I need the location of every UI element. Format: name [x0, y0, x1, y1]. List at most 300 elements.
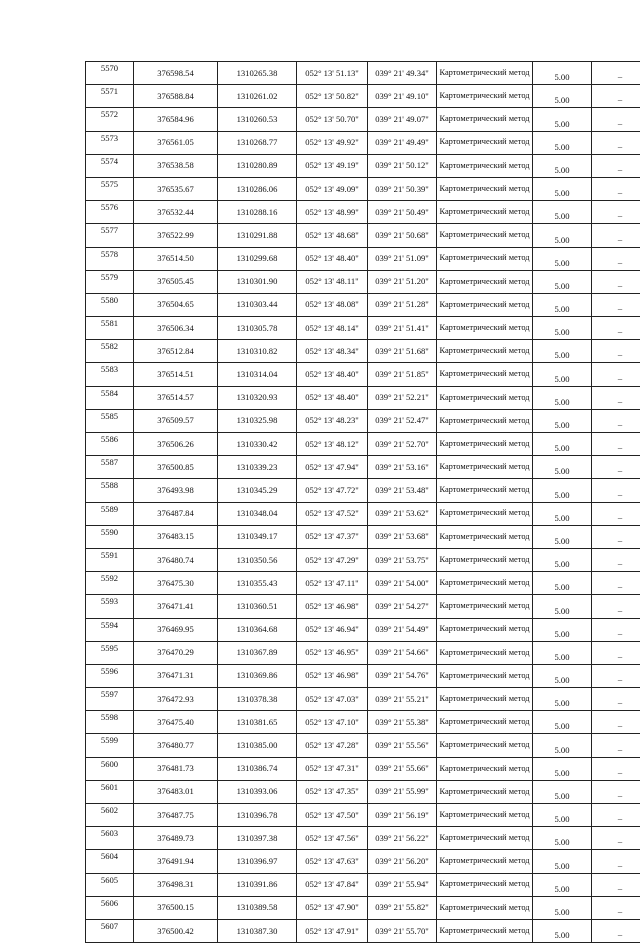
- table-row: [86, 224, 640, 247]
- note-cell: –: [592, 572, 640, 595]
- longitude-cell: 039° 21' 56.22": [368, 827, 437, 850]
- method-cell: Картометрический метод: [437, 850, 533, 873]
- latitude-cell: 052° 13' 47.37": [297, 525, 368, 548]
- table-row: [86, 664, 640, 687]
- longitude-cell: 039° 21' 54.27": [368, 595, 437, 618]
- longitude-cell: 039° 21' 55.38": [368, 711, 437, 734]
- coordinates-table: [85, 61, 640, 943]
- latitude-cell: 052° 13' 46.98": [297, 664, 368, 687]
- point-number-cell: 5588: [86, 479, 134, 502]
- method-cell: Картометрический метод: [437, 317, 533, 340]
- longitude-cell: 039° 21' 52.21": [368, 386, 437, 409]
- longitude-cell: 039° 21' 50.68": [368, 224, 437, 247]
- method-cell: Картометрический метод: [437, 154, 533, 177]
- method-cell: Картометрический метод: [437, 386, 533, 409]
- point-number-cell: 5580: [86, 293, 134, 316]
- table-row: [86, 154, 640, 177]
- coord-y-cell: 1310386.74: [218, 757, 297, 780]
- accuracy-cell: 5.00: [533, 201, 592, 224]
- coord-x-cell: 376498.31: [134, 873, 218, 896]
- longitude-cell: 039° 21' 51.09": [368, 247, 437, 270]
- coord-y-cell: 1310387.30: [218, 919, 297, 942]
- accuracy-cell: 5.00: [533, 85, 592, 108]
- note-cell: –: [592, 525, 640, 548]
- coord-y-cell: 1310396.78: [218, 804, 297, 827]
- note-cell: –: [592, 317, 640, 340]
- coord-x-cell: 376480.77: [134, 734, 218, 757]
- point-number-cell: 5577: [86, 224, 134, 247]
- point-number-cell: 5601: [86, 780, 134, 803]
- coord-x-cell: 376532.44: [134, 201, 218, 224]
- coord-x-cell: 376504.65: [134, 293, 218, 316]
- method-cell: Картометрический метод: [437, 177, 533, 200]
- latitude-cell: 052° 13' 47.84": [297, 873, 368, 896]
- method-cell: Картометрический метод: [437, 919, 533, 942]
- coord-y-cell: 1310367.89: [218, 641, 297, 664]
- note-cell: –: [592, 363, 640, 386]
- method-cell: Картометрический метод: [437, 595, 533, 618]
- method-cell: Картометрический метод: [437, 525, 533, 548]
- coord-x-cell: 376505.45: [134, 270, 218, 293]
- coord-y-cell: 1310396.97: [218, 850, 297, 873]
- table-row: [86, 456, 640, 479]
- method-cell: Картометрический метод: [437, 293, 533, 316]
- table-row: [86, 247, 640, 270]
- table-row: [86, 108, 640, 131]
- note-cell: –: [592, 293, 640, 316]
- coord-y-cell: 1310393.06: [218, 780, 297, 803]
- point-number-cell: 5573: [86, 131, 134, 154]
- note-cell: –: [592, 201, 640, 224]
- table-row: [86, 618, 640, 641]
- coord-x-cell: 376522.99: [134, 224, 218, 247]
- point-number-cell: 5590: [86, 525, 134, 548]
- latitude-cell: 052° 13' 46.95": [297, 641, 368, 664]
- point-number-cell: 5597: [86, 688, 134, 711]
- table-row: [86, 433, 640, 456]
- coord-y-cell: 1310364.68: [218, 618, 297, 641]
- latitude-cell: 052° 13' 47.11": [297, 572, 368, 595]
- coord-x-cell: 376475.40: [134, 711, 218, 734]
- accuracy-cell: 5.00: [533, 433, 592, 456]
- accuracy-cell: 5.00: [533, 641, 592, 664]
- point-number-cell: 5574: [86, 154, 134, 177]
- latitude-cell: 052° 13' 48.23": [297, 409, 368, 432]
- longitude-cell: 039° 21' 55.70": [368, 919, 437, 942]
- longitude-cell: 039° 21' 55.66": [368, 757, 437, 780]
- note-cell: –: [592, 919, 640, 942]
- point-number-cell: 5582: [86, 340, 134, 363]
- note-cell: –: [592, 896, 640, 919]
- latitude-cell: 052° 13' 47.63": [297, 850, 368, 873]
- coord-y-cell: 1310360.51: [218, 595, 297, 618]
- latitude-cell: 052° 13' 47.28": [297, 734, 368, 757]
- point-number-cell: 5591: [86, 548, 134, 571]
- table-row: [86, 572, 640, 595]
- note-cell: –: [592, 664, 640, 687]
- accuracy-cell: 5.00: [533, 108, 592, 131]
- note-cell: –: [592, 456, 640, 479]
- coord-y-cell: 1310397.38: [218, 827, 297, 850]
- longitude-cell: 039° 21' 53.48": [368, 479, 437, 502]
- method-cell: Картометрический метод: [437, 247, 533, 270]
- method-cell: Картометрический метод: [437, 896, 533, 919]
- coord-y-cell: 1310325.98: [218, 409, 297, 432]
- coord-y-cell: 1310391.86: [218, 873, 297, 896]
- note-cell: –: [592, 827, 640, 850]
- coord-x-cell: 376506.26: [134, 433, 218, 456]
- point-number-cell: 5581: [86, 317, 134, 340]
- accuracy-cell: 5.00: [533, 317, 592, 340]
- table-row: [86, 201, 640, 224]
- accuracy-cell: 5.00: [533, 456, 592, 479]
- point-number-cell: 5596: [86, 664, 134, 687]
- accuracy-cell: 5.00: [533, 386, 592, 409]
- coord-x-cell: 376469.95: [134, 618, 218, 641]
- table-row: [86, 293, 640, 316]
- coord-x-cell: 376472.93: [134, 688, 218, 711]
- point-number-cell: 5583: [86, 363, 134, 386]
- point-number-cell: 5600: [86, 757, 134, 780]
- method-cell: Картометрический метод: [437, 548, 533, 571]
- table-row: [86, 757, 640, 780]
- accuracy-cell: 5.00: [533, 525, 592, 548]
- note-cell: –: [592, 224, 640, 247]
- longitude-cell: 039° 21' 55.56": [368, 734, 437, 757]
- latitude-cell: 052° 13' 49.09": [297, 177, 368, 200]
- note-cell: –: [592, 804, 640, 827]
- coord-x-cell: 376470.29: [134, 641, 218, 664]
- latitude-cell: 052° 13' 47.35": [297, 780, 368, 803]
- latitude-cell: 052° 13' 47.31": [297, 757, 368, 780]
- coord-x-cell: 376487.84: [134, 502, 218, 525]
- latitude-cell: 052° 13' 48.99": [297, 201, 368, 224]
- method-cell: Картометрический метод: [437, 827, 533, 850]
- point-number-cell: 5586: [86, 433, 134, 456]
- latitude-cell: 052° 13' 47.29": [297, 548, 368, 571]
- latitude-cell: 052° 13' 48.68": [297, 224, 368, 247]
- coord-y-cell: 1310355.43: [218, 572, 297, 595]
- coord-y-cell: 1310350.56: [218, 548, 297, 571]
- note-cell: –: [592, 618, 640, 641]
- accuracy-cell: 5.00: [533, 572, 592, 595]
- longitude-cell: 039° 21' 53.68": [368, 525, 437, 548]
- latitude-cell: 052° 13' 48.14": [297, 317, 368, 340]
- latitude-cell: 052° 13' 48.40": [297, 386, 368, 409]
- latitude-cell: 052° 13' 49.92": [297, 131, 368, 154]
- longitude-cell: 039° 21' 50.49": [368, 201, 437, 224]
- accuracy-cell: 5.00: [533, 688, 592, 711]
- longitude-cell: 039° 21' 49.49": [368, 131, 437, 154]
- method-cell: Картометрический метод: [437, 62, 533, 85]
- accuracy-cell: 5.00: [533, 131, 592, 154]
- table-row: [86, 502, 640, 525]
- coord-x-cell: 376514.50: [134, 247, 218, 270]
- latitude-cell: 052° 13' 48.08": [297, 293, 368, 316]
- accuracy-cell: 5.00: [533, 502, 592, 525]
- point-number-cell: 5599: [86, 734, 134, 757]
- table-row: [86, 919, 640, 942]
- accuracy-cell: 5.00: [533, 664, 592, 687]
- coord-x-cell: 376500.15: [134, 896, 218, 919]
- coord-x-cell: 376500.42: [134, 919, 218, 942]
- method-cell: Картометрический метод: [437, 108, 533, 131]
- table-row: [86, 850, 640, 873]
- latitude-cell: 052° 13' 50.82": [297, 85, 368, 108]
- method-cell: Картометрический метод: [437, 734, 533, 757]
- longitude-cell: 039° 21' 55.94": [368, 873, 437, 896]
- point-number-cell: 5607: [86, 919, 134, 942]
- coord-x-cell: 376487.75: [134, 804, 218, 827]
- point-number-cell: 5595: [86, 641, 134, 664]
- point-number-cell: 5598: [86, 711, 134, 734]
- table-row: [86, 177, 640, 200]
- accuracy-cell: 5.00: [533, 154, 592, 177]
- point-number-cell: 5576: [86, 201, 134, 224]
- latitude-cell: 052° 13' 47.90": [297, 896, 368, 919]
- longitude-cell: 039° 21' 55.82": [368, 896, 437, 919]
- method-cell: Картометрический метод: [437, 502, 533, 525]
- coord-y-cell: 1310310.82: [218, 340, 297, 363]
- note-cell: –: [592, 270, 640, 293]
- coord-x-cell: 376509.57: [134, 409, 218, 432]
- coord-x-cell: 376480.74: [134, 548, 218, 571]
- coord-y-cell: 1310280.89: [218, 154, 297, 177]
- accuracy-cell: 5.00: [533, 618, 592, 641]
- coord-x-cell: 376514.57: [134, 386, 218, 409]
- note-cell: –: [592, 780, 640, 803]
- latitude-cell: 052° 13' 49.19": [297, 154, 368, 177]
- longitude-cell: 039° 21' 54.76": [368, 664, 437, 687]
- method-cell: Картометрический метод: [437, 780, 533, 803]
- method-cell: Картометрический метод: [437, 688, 533, 711]
- coord-y-cell: 1310299.68: [218, 247, 297, 270]
- method-cell: Картометрический метод: [437, 409, 533, 432]
- latitude-cell: 052° 13' 47.50": [297, 804, 368, 827]
- coord-x-cell: 376561.05: [134, 131, 218, 154]
- coord-x-cell: 376481.73: [134, 757, 218, 780]
- method-cell: Картометрический метод: [437, 456, 533, 479]
- coord-y-cell: 1310348.04: [218, 502, 297, 525]
- coord-y-cell: 1310268.77: [218, 131, 297, 154]
- longitude-cell: 039° 21' 49.34": [368, 62, 437, 85]
- table-row: [86, 734, 640, 757]
- longitude-cell: 039° 21' 51.20": [368, 270, 437, 293]
- longitude-cell: 039° 21' 56.20": [368, 850, 437, 873]
- table-row: [86, 479, 640, 502]
- coord-x-cell: 376584.96: [134, 108, 218, 131]
- point-number-cell: 5585: [86, 409, 134, 432]
- note-cell: –: [592, 548, 640, 571]
- coord-x-cell: 376475.30: [134, 572, 218, 595]
- coord-y-cell: 1310260.53: [218, 108, 297, 131]
- longitude-cell: 039° 21' 52.47": [368, 409, 437, 432]
- latitude-cell: 052° 13' 51.13": [297, 62, 368, 85]
- accuracy-cell: 5.00: [533, 757, 592, 780]
- table-row: [86, 340, 640, 363]
- accuracy-cell: 5.00: [533, 850, 592, 873]
- longitude-cell: 039° 21' 56.19": [368, 804, 437, 827]
- table-row: [86, 317, 640, 340]
- longitude-cell: 039° 21' 55.99": [368, 780, 437, 803]
- note-cell: –: [592, 711, 640, 734]
- point-number-cell: 5578: [86, 247, 134, 270]
- coord-y-cell: 1310301.90: [218, 270, 297, 293]
- point-number-cell: 5604: [86, 850, 134, 873]
- note-cell: –: [592, 177, 640, 200]
- longitude-cell: 039° 21' 49.07": [368, 108, 437, 131]
- method-cell: Картометрический метод: [437, 340, 533, 363]
- point-number-cell: 5603: [86, 827, 134, 850]
- coord-x-cell: 376500.85: [134, 456, 218, 479]
- coord-y-cell: 1310314.04: [218, 363, 297, 386]
- table-row: [86, 827, 640, 850]
- coord-x-cell: 376471.31: [134, 664, 218, 687]
- method-cell: Картометрический метод: [437, 641, 533, 664]
- method-cell: Картометрический метод: [437, 804, 533, 827]
- coord-x-cell: 376514.51: [134, 363, 218, 386]
- note-cell: –: [592, 409, 640, 432]
- table-row: [86, 131, 640, 154]
- longitude-cell: 039° 21' 51.28": [368, 293, 437, 316]
- coord-y-cell: 1310345.29: [218, 479, 297, 502]
- coord-y-cell: 1310288.16: [218, 201, 297, 224]
- coord-x-cell: 376489.73: [134, 827, 218, 850]
- note-cell: –: [592, 247, 640, 270]
- table-row: [86, 85, 640, 108]
- table-row: [86, 688, 640, 711]
- coord-y-cell: 1310286.06: [218, 177, 297, 200]
- coord-y-cell: 1310303.44: [218, 293, 297, 316]
- note-cell: –: [592, 131, 640, 154]
- method-cell: Картометрический метод: [437, 131, 533, 154]
- table-row: [86, 804, 640, 827]
- latitude-cell: 052° 13' 47.91": [297, 919, 368, 942]
- latitude-cell: 052° 13' 46.94": [297, 618, 368, 641]
- longitude-cell: 039° 21' 50.39": [368, 177, 437, 200]
- longitude-cell: 039° 21' 53.62": [368, 502, 437, 525]
- accuracy-cell: 5.00: [533, 224, 592, 247]
- accuracy-cell: 5.00: [533, 177, 592, 200]
- method-cell: Картометрический метод: [437, 363, 533, 386]
- accuracy-cell: 5.00: [533, 896, 592, 919]
- accuracy-cell: 5.00: [533, 409, 592, 432]
- note-cell: –: [592, 62, 640, 85]
- note-cell: –: [592, 873, 640, 896]
- point-number-cell: 5587: [86, 456, 134, 479]
- longitude-cell: 039° 21' 54.00": [368, 572, 437, 595]
- latitude-cell: 052° 13' 48.11": [297, 270, 368, 293]
- coord-y-cell: 1310369.86: [218, 664, 297, 687]
- coord-y-cell: 1310381.65: [218, 711, 297, 734]
- longitude-cell: 039° 21' 55.21": [368, 688, 437, 711]
- coord-x-cell: 376512.84: [134, 340, 218, 363]
- latitude-cell: 052° 13' 48.12": [297, 433, 368, 456]
- coord-x-cell: 376471.41: [134, 595, 218, 618]
- table-row: [86, 896, 640, 919]
- note-cell: –: [592, 757, 640, 780]
- longitude-cell: 039° 21' 53.75": [368, 548, 437, 571]
- coord-x-cell: 376538.58: [134, 154, 218, 177]
- longitude-cell: 039° 21' 54.66": [368, 641, 437, 664]
- table-row: [86, 873, 640, 896]
- note-cell: –: [592, 688, 640, 711]
- latitude-cell: 052° 13' 47.03": [297, 688, 368, 711]
- accuracy-cell: 5.00: [533, 479, 592, 502]
- coord-x-cell: 376506.34: [134, 317, 218, 340]
- note-cell: –: [592, 85, 640, 108]
- latitude-cell: 052° 13' 48.40": [297, 247, 368, 270]
- coord-x-cell: 376598.54: [134, 62, 218, 85]
- note-cell: –: [592, 340, 640, 363]
- point-number-cell: 5589: [86, 502, 134, 525]
- point-number-cell: 5592: [86, 572, 134, 595]
- note-cell: –: [592, 641, 640, 664]
- coord-x-cell: 376483.15: [134, 525, 218, 548]
- table-row: [86, 363, 640, 386]
- point-number-cell: 5602: [86, 804, 134, 827]
- method-cell: Картометрический метод: [437, 711, 533, 734]
- accuracy-cell: 5.00: [533, 363, 592, 386]
- method-cell: Картометрический метод: [437, 479, 533, 502]
- table-row: [86, 641, 640, 664]
- accuracy-cell: 5.00: [533, 595, 592, 618]
- accuracy-cell: 5.00: [533, 293, 592, 316]
- coord-y-cell: 1310265.38: [218, 62, 297, 85]
- method-cell: Картометрический метод: [437, 572, 533, 595]
- point-number-cell: 5594: [86, 618, 134, 641]
- accuracy-cell: 5.00: [533, 548, 592, 571]
- accuracy-cell: 5.00: [533, 340, 592, 363]
- table-row: [86, 62, 640, 85]
- method-cell: Картометрический метод: [437, 85, 533, 108]
- accuracy-cell: 5.00: [533, 247, 592, 270]
- coordinates-table-body: [86, 62, 640, 943]
- note-cell: –: [592, 595, 640, 618]
- point-number-cell: 5572: [86, 108, 134, 131]
- point-number-cell: 5570: [86, 62, 134, 85]
- accuracy-cell: 5.00: [533, 734, 592, 757]
- latitude-cell: 052° 13' 47.72": [297, 479, 368, 502]
- point-number-cell: 5584: [86, 386, 134, 409]
- method-cell: Картометрический метод: [437, 664, 533, 687]
- table-row: [86, 386, 640, 409]
- table-row: [86, 595, 640, 618]
- point-number-cell: 5579: [86, 270, 134, 293]
- longitude-cell: 039° 21' 50.12": [368, 154, 437, 177]
- table-row: [86, 548, 640, 571]
- longitude-cell: 039° 21' 52.70": [368, 433, 437, 456]
- accuracy-cell: 5.00: [533, 919, 592, 942]
- coord-y-cell: 1310320.93: [218, 386, 297, 409]
- note-cell: –: [592, 386, 640, 409]
- method-cell: Картометрический метод: [437, 873, 533, 896]
- point-number-cell: 5571: [86, 85, 134, 108]
- note-cell: –: [592, 108, 640, 131]
- coord-y-cell: 1310261.02: [218, 85, 297, 108]
- longitude-cell: 039° 21' 54.49": [368, 618, 437, 641]
- accuracy-cell: 5.00: [533, 270, 592, 293]
- latitude-cell: 052° 13' 47.94": [297, 456, 368, 479]
- note-cell: –: [592, 154, 640, 177]
- latitude-cell: 052° 13' 47.10": [297, 711, 368, 734]
- accuracy-cell: 5.00: [533, 780, 592, 803]
- accuracy-cell: 5.00: [533, 711, 592, 734]
- accuracy-cell: 5.00: [533, 873, 592, 896]
- table-row: [86, 525, 640, 548]
- accuracy-cell: 5.00: [533, 62, 592, 85]
- latitude-cell: 052° 13' 48.40": [297, 363, 368, 386]
